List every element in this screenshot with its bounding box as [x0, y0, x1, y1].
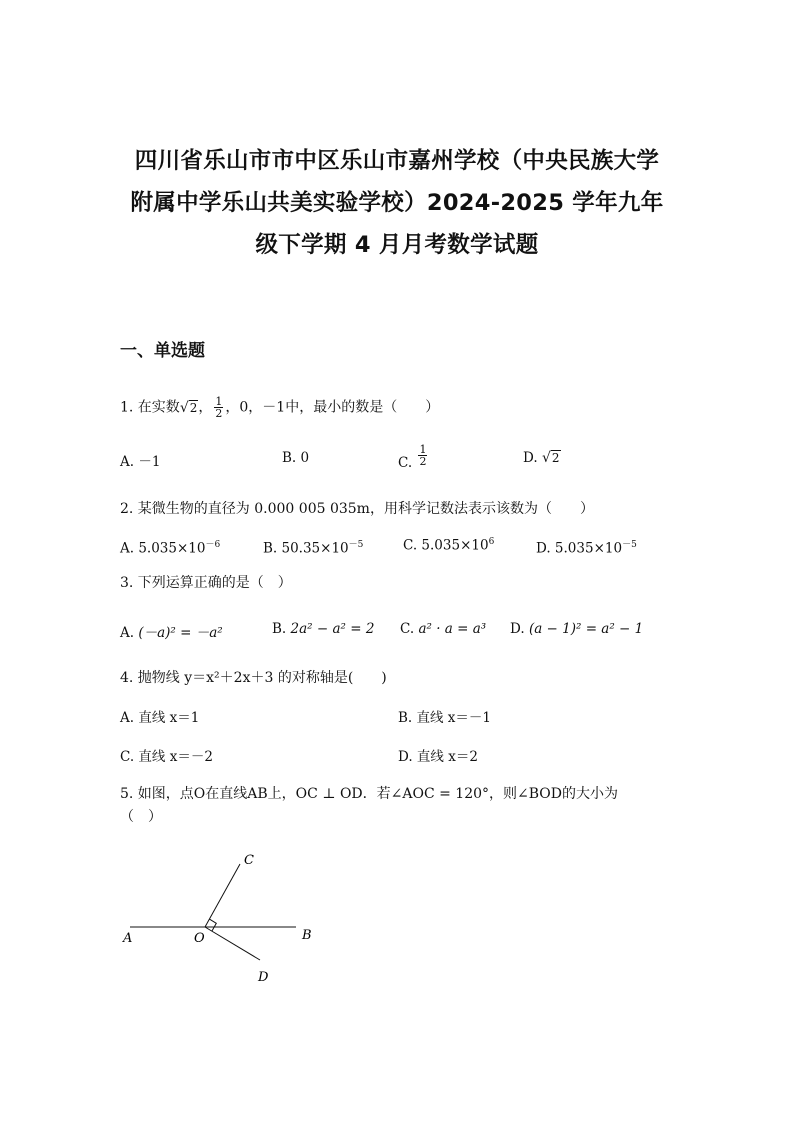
- q3-option-a: [120, 621, 223, 641]
- q4-option-a: A. 直线 x＝1: [120, 710, 200, 726]
- q2-d-exp: －5: [622, 540, 637, 550]
- q1-c-den: 2: [419, 455, 427, 468]
- q1-option-d: [523, 450, 561, 466]
- section-heading: 一、单选题: [120, 341, 205, 361]
- exam-title: [110, 140, 684, 266]
- q4-option-d: D. 直线 x＝2: [398, 749, 478, 765]
- q3-b-label: B.: [272, 621, 287, 637]
- title-line-2: 附属中学乐山共美实验学校）2024-2025 学年九年: [130, 190, 664, 216]
- label-d: D: [258, 970, 269, 985]
- q2-a-base: A. 5.035×10: [120, 540, 206, 557]
- question-4: 4. 抛物线 y＝x²＋2x＋3 的对称轴是( ): [120, 670, 387, 686]
- q1-d-radicand: 2: [551, 451, 560, 465]
- question-1: 1. 在实数√2， $\frac{1}{2}$ ，0，－1中，最小的数是（ ）: [120, 395, 440, 420]
- question-3: 3. 下列运算正确的是（ ）: [120, 575, 292, 591]
- question-2: 2. 某微生物的直径为 0.000 005 035m，用科学记数法表示该数为（ ）: [120, 501, 594, 517]
- q2-option-c: [403, 537, 494, 554]
- title-line-3: 级下学期 4 月月考数学试题: [255, 232, 539, 258]
- q2-option-b: [263, 537, 363, 557]
- q3-a-expr: (－a)² = －a²: [138, 625, 223, 641]
- ray-od: [205, 927, 260, 960]
- q3-option-b: [272, 621, 374, 637]
- q3-option-c: [400, 621, 486, 637]
- right-angle-mark: [209, 919, 216, 931]
- q1-frac-den: 2: [215, 407, 223, 420]
- q2-option-a: [120, 537, 220, 557]
- ray-oc: [205, 864, 240, 927]
- q3-option-d: [510, 621, 643, 637]
- q1-frac-num: 1: [215, 395, 223, 408]
- q2-d-base: D. 5.035×10: [536, 540, 623, 557]
- q2-c-base: C. 5.035×10: [403, 537, 489, 554]
- q2-a-exp: －6: [205, 540, 221, 550]
- q4-option-c: C. 直线 x＝－2: [120, 749, 213, 765]
- q1-c-num: 1: [419, 443, 427, 456]
- label-c: C: [244, 853, 254, 868]
- title-line-1: 四川省乐山市市中区乐山市嘉州学校（中央民族大学: [134, 148, 660, 174]
- q2-c-exp: 6: [488, 537, 495, 547]
- q1-option-a: A. －1: [120, 454, 161, 470]
- question-5-line-2: （ ）: [120, 809, 162, 825]
- q3-b-expr: 2a² − a² = 2: [290, 621, 375, 637]
- q1-c-fraction: [418, 444, 427, 467]
- sqrt-symbol: √2: [179, 399, 198, 416]
- q3-c-label: C.: [400, 621, 415, 637]
- q3-a-label: A.: [120, 625, 135, 641]
- q2-option-d: [536, 537, 637, 557]
- q3-d-expr: (a − 1)² = a² − 1: [528, 621, 644, 637]
- q1-d-label: D.: [523, 450, 538, 466]
- sqrt-symbol: √2: [541, 450, 560, 466]
- q1-fraction: [214, 396, 223, 419]
- q1-c-label: C.: [398, 455, 413, 471]
- label-o: O: [194, 931, 205, 946]
- question-5-line-1: 5. 如图，点O在直线AB上，OC ⊥ OD．若∠AOC = 120°，则∠BOD的大小为: [120, 786, 619, 802]
- q3-c-expr: a² · a = a³: [418, 621, 487, 637]
- q1-option-b: B. 0: [282, 450, 310, 466]
- q4-option-b: B. 直线 x＝－1: [398, 710, 491, 726]
- label-b: B: [302, 928, 312, 943]
- label-a: A: [123, 931, 133, 946]
- q3-d-label: D.: [510, 621, 525, 637]
- q1-option-c: [398, 443, 429, 471]
- q1-prefix: 1. 在实数: [120, 399, 180, 416]
- q2-b-base: B. 50.35×10: [263, 540, 349, 557]
- q1-radicand: 2: [189, 400, 198, 415]
- q1-rest: ，0，－1中，最小的数是（ ）: [225, 399, 440, 416]
- q2-b-exp: －5: [348, 540, 364, 550]
